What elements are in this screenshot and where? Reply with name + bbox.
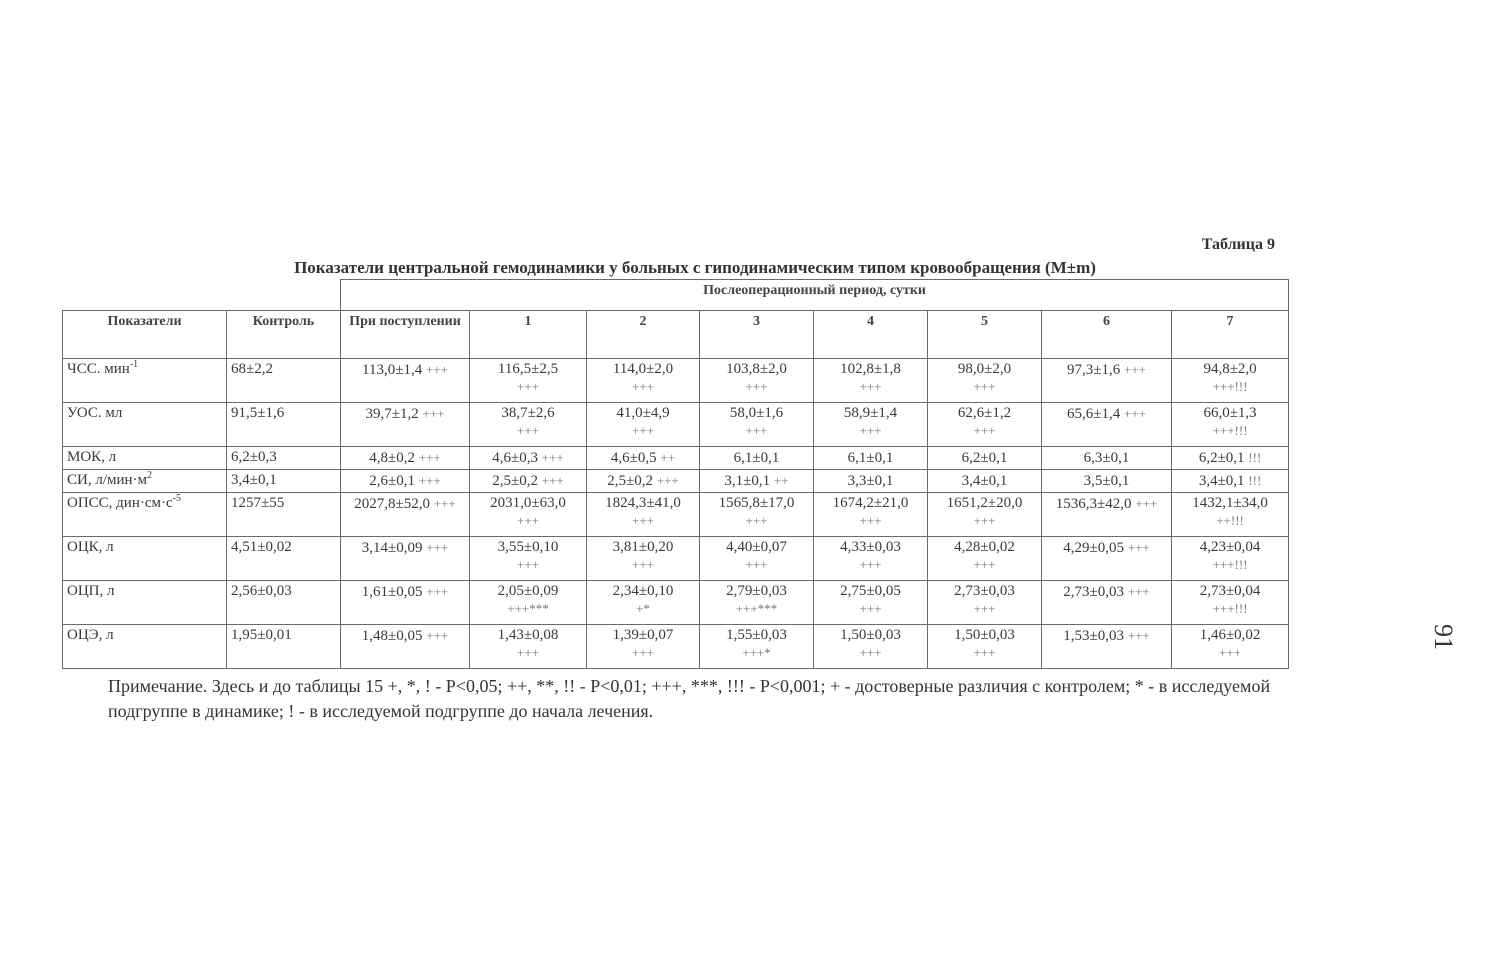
header-control: Контроль: [227, 311, 341, 359]
day-1-value: 2,05±0,09 +++***: [470, 581, 587, 625]
significance-mark: +++: [973, 557, 996, 572]
significance-mark: +++: [1127, 584, 1150, 599]
significance-mark: +++: [632, 557, 654, 572]
row-label: ОПСС, $дин\cdot см\cdot с^{-5}$: [63, 493, 227, 537]
significance-mark: +++: [859, 557, 882, 572]
significance-mark: +++***: [507, 601, 549, 616]
admission-value: 1,48±0,05 +++: [341, 625, 470, 669]
significance-mark: +++!!!: [1212, 423, 1248, 438]
admission-value: 2,6±0,1 +++: [341, 470, 470, 493]
day-3-value: 2,79±0,03 +++***: [700, 581, 814, 625]
day-7-value: 1,46±0,02 +++: [1172, 625, 1289, 669]
significance-mark: +++: [745, 557, 768, 572]
day-2-value: 41,0±4,9 +++: [587, 403, 700, 447]
row-label: ЧСС. мин$^{-1}$: [63, 359, 227, 403]
header-blank-cell: [63, 280, 341, 311]
row-label: УОС. мл: [63, 403, 227, 447]
day-6-value: 65,6±1,4 +++: [1042, 403, 1172, 447]
day-5-value: 1651,2±20,0 +++: [928, 493, 1042, 537]
day-5-value: 2,73±0,03 +++: [928, 581, 1042, 625]
significance-mark: +++: [632, 645, 654, 660]
day-7-value: 3,4±0,1 !!!: [1172, 470, 1289, 493]
day-6-value: 2,73±0,03 +++: [1042, 581, 1172, 625]
admission-value: 39,7±1,2 +++: [341, 403, 470, 447]
row-label-superscript: 2: [147, 470, 153, 481]
header-day-5: 5: [928, 311, 1042, 359]
significance-mark: +++: [973, 379, 996, 394]
control-value: 1,95±0,01: [227, 625, 341, 669]
control-value: 68±2,2: [227, 359, 341, 403]
day-4-value: 1674,2±21,0 +++: [814, 493, 928, 537]
day-7-value: 6,2±0,1 !!!: [1172, 447, 1289, 470]
significance-mark: +++: [745, 513, 768, 528]
day-4-value: 58,9±1,4 +++: [814, 403, 928, 447]
significance-mark: +++: [745, 423, 768, 438]
significance-mark: +++: [1123, 406, 1146, 421]
control-value: 1257±55: [227, 493, 341, 537]
significance-mark: +++: [973, 513, 996, 528]
control-value: 2,56±0,03: [227, 581, 341, 625]
day-2-value: 1824,3±41,0 +++: [587, 493, 700, 537]
significance-mark: +++: [541, 450, 564, 465]
significance-mark: +++: [859, 645, 882, 660]
day-4-value: 102,8±1,8 +++: [814, 359, 928, 403]
day-5-value: 1,50±0,03 +++: [928, 625, 1042, 669]
day-3-value: 4,40±0,07 +++: [700, 537, 814, 581]
header-day-3: 3: [700, 311, 814, 359]
admission-value: 1,61±0,05 +++: [341, 581, 470, 625]
significance-mark: +++***: [735, 601, 778, 616]
day-5-value: 3,4±0,1: [928, 470, 1042, 493]
header-admission: При поступлении: [341, 311, 470, 359]
significance-mark: ++!!!: [1216, 513, 1244, 528]
day-7-value: 66,0±1,3 +++!!!: [1172, 403, 1289, 447]
row-label-superscript: -5: [172, 493, 182, 504]
table-body: [63, 359, 1289, 669]
day-1-value: 4,6±0,3 +++: [470, 447, 587, 470]
significance-mark: +++: [418, 450, 441, 465]
significance-mark: !!!: [1248, 450, 1262, 465]
table-row: [63, 625, 1289, 669]
admission-value: 113,0±1,4 +++: [341, 359, 470, 403]
day-2-value: 114,0±2,0 +++: [587, 359, 700, 403]
significance-mark: +++: [1135, 496, 1158, 511]
day-2-value: 1,39±0,07 +++: [587, 625, 700, 669]
day-4-value: 6,1±0,1: [814, 447, 928, 470]
significance-mark: +*: [636, 601, 650, 616]
header-indicator: Показатели: [63, 311, 227, 359]
significance-mark: +++: [422, 406, 445, 421]
day-3-value: 58,0±1,6 +++: [700, 403, 814, 447]
header-day-2: 2: [587, 311, 700, 359]
table-row: [63, 470, 1289, 493]
table-number: Таблица 9: [1201, 236, 1275, 253]
table-row: [63, 537, 1289, 581]
day-1-value: 1,43±0,08 +++: [470, 625, 587, 669]
day-5-value: 6,2±0,1: [928, 447, 1042, 470]
day-5-value: 62,6±1,2 +++: [928, 403, 1042, 447]
significance-mark: ++: [773, 473, 789, 488]
day-1-value: 38,7±2,6 +++: [470, 403, 587, 447]
admission-value: 4,8±0,2 +++: [341, 447, 470, 470]
header-day-7: 7: [1172, 311, 1289, 359]
significance-mark: +++*: [742, 645, 771, 660]
significance-mark: +++!!!: [1212, 557, 1248, 572]
day-5-value: 4,28±0,02 +++: [928, 537, 1042, 581]
significance-mark: +++: [517, 379, 539, 394]
table-row: [63, 447, 1289, 470]
significance-mark: +++: [656, 473, 679, 488]
day-2-value: 2,34±0,10 +*: [587, 581, 700, 625]
day-6-value: 1536,3±42,0 +++: [1042, 493, 1172, 537]
significance-mark: +++: [517, 423, 539, 438]
significance-mark: +++: [426, 584, 449, 599]
day-1-value: 2,5±0,2 +++: [470, 470, 587, 493]
day-3-value: 1,55±0,03 +++*: [700, 625, 814, 669]
hemodynamics-table: [62, 279, 1289, 669]
table-row: [63, 359, 1289, 403]
significance-mark: +++: [632, 423, 654, 438]
row-label: ОЦК, л: [63, 537, 227, 581]
admission-value: 3,14±0,09 +++: [341, 537, 470, 581]
table-row: [63, 581, 1289, 625]
table-row: [63, 403, 1289, 447]
significance-mark: +++!!!: [1212, 379, 1248, 394]
day-7-value: 4,23±0,04 +++!!!: [1172, 537, 1289, 581]
significance-mark: +++: [1127, 628, 1150, 643]
day-2-value: 3,81±0,20 +++: [587, 537, 700, 581]
day-6-value: 97,3±1,6 +++: [1042, 359, 1172, 403]
day-4-value: 4,33±0,03 +++: [814, 537, 928, 581]
significance-mark: +++: [973, 601, 996, 616]
significance-mark: +++: [541, 473, 564, 488]
significance-mark: +++: [1127, 540, 1150, 555]
day-3-value: 6,1±0,1: [700, 447, 814, 470]
significance-mark: +++: [973, 423, 996, 438]
page-number: 91: [1429, 624, 1458, 650]
day-3-value: 1565,8±17,0 +++: [700, 493, 814, 537]
significance-mark: !!!: [1248, 473, 1262, 488]
row-label: СИ, $л/мин\cdot м^2$: [63, 470, 227, 493]
day-7-value: 94,8±2,0 +++!!!: [1172, 359, 1289, 403]
day-7-value: 1432,1±34,0 ++!!!: [1172, 493, 1289, 537]
significance-mark: +++: [973, 645, 996, 660]
significance-mark: +++: [426, 540, 449, 555]
significance-mark: +++: [418, 473, 441, 488]
significance-mark: +++: [1123, 362, 1146, 377]
significance-mark: +++: [425, 362, 448, 377]
table-title: Показатели центральной гемодинамики у больных с гиподинамическим типом кровообращения (M±m): [294, 258, 1096, 277]
control-value: 6,2±0,3: [227, 447, 341, 470]
header-day-1: 1: [470, 311, 587, 359]
day-5-value: 98,0±2,0 +++: [928, 359, 1042, 403]
significance-mark: +++: [517, 557, 539, 572]
table-note: Примечание. Здесь и до таблицы 15 +, *, ! - P<0,05; ++, **, !! - P<0,01; +++, ***, !!! - P<0,001; + - достоверные различия с контролем; * - в исследуемой подгруппе в динамике; ! - в исследуемой подгруппе до начала лечения.: [108, 676, 1271, 721]
significance-mark: +++: [745, 379, 768, 394]
significance-mark: +++: [632, 379, 654, 394]
significance-mark: +++: [632, 513, 654, 528]
day-2-value: 2,5±0,2 +++: [587, 470, 700, 493]
day-3-value: 103,8±2,0 +++: [700, 359, 814, 403]
day-1-value: 116,5±2,5 +++: [470, 359, 587, 403]
day-4-value: 1,50±0,03 +++: [814, 625, 928, 669]
significance-mark: +++: [433, 496, 456, 511]
day-6-value: 4,29±0,05 +++: [1042, 537, 1172, 581]
significance-mark: +++: [859, 379, 882, 394]
day-6-value: 1,53±0,03 +++: [1042, 625, 1172, 669]
table-row: [63, 493, 1289, 537]
day-6-value: 3,5±0,1: [1042, 470, 1172, 493]
row-label-superscript: -1: [129, 359, 139, 370]
significance-mark: ++: [660, 450, 676, 465]
day-4-value: 3,3±0,1: [814, 470, 928, 493]
day-3-value: 3,1±0,1 ++: [700, 470, 814, 493]
day-6-value: 6,3±0,1: [1042, 447, 1172, 470]
control-value: 4,51±0,02: [227, 537, 341, 581]
control-value: 3,4±0,1: [227, 470, 341, 493]
day-4-value: 2,75±0,05 +++: [814, 581, 928, 625]
significance-mark: +++: [517, 513, 539, 528]
row-label: МОК, л: [63, 447, 227, 470]
significance-mark: +++: [859, 423, 882, 438]
header-day-4: 4: [814, 311, 928, 359]
significance-mark: +++: [859, 601, 882, 616]
row-label: ОЦЭ, л: [63, 625, 227, 669]
control-value: 91,5±1,6: [227, 403, 341, 447]
day-2-value: 4,6±0,5 ++: [587, 447, 700, 470]
day-7-value: 2,73±0,04 +++!!!: [1172, 581, 1289, 625]
header-day-6: 6: [1042, 311, 1172, 359]
significance-mark: +++: [859, 513, 882, 528]
header-period-group: Послеоперационный период, сутки: [341, 280, 1289, 311]
significance-mark: +++: [426, 628, 449, 643]
significance-mark: +++: [1219, 645, 1242, 660]
admission-value: 2027,8±52,0 +++: [341, 493, 470, 537]
day-1-value: 2031,0±63,0 +++: [470, 493, 587, 537]
row-label: ОЦП, л: [63, 581, 227, 625]
significance-mark: +++!!!: [1212, 601, 1248, 616]
day-1-value: 3,55±0,10 +++: [470, 537, 587, 581]
significance-mark: +++: [517, 645, 539, 660]
